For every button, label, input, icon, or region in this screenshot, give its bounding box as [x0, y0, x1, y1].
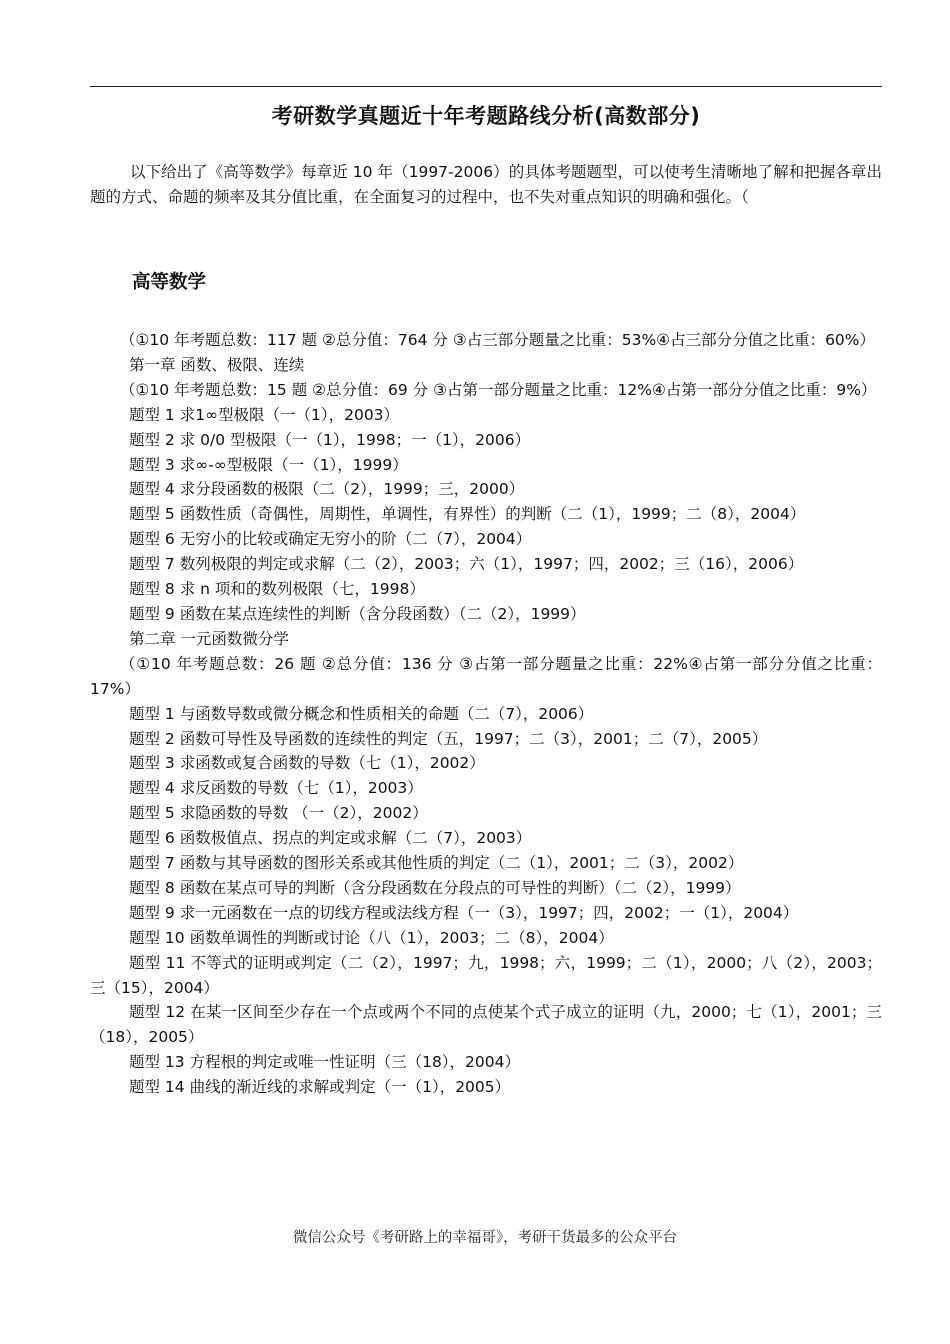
- list-item: 题型 5 函数性质（奇偶性，周期性，单调性，有界性）的判断（二（1），1999；二（8），2004）: [129, 505, 806, 524]
- footer-note: 微信公众号《考研路上的幸福哥》，考研干货最多的公众平台: [292, 1230, 678, 1246]
- chapter-title: 第二章 一元函数微分学: [129, 629, 289, 648]
- intro-paragraph: 以下给出了《高等数学》每章近 10 年（1997-2006）的具体考题题型，可以使考生清晰地了解和把握各章出题的方式、命题的频率及其分值比重，在全面复习的过程中，也不失对重点知识的明确和强化。（: [90, 163, 882, 206]
- list-item: 题型 2 求 0/0 型极限（一（1），1998；一（1），2006）: [129, 430, 531, 449]
- page-title: 考研数学真题近十年考题路线分析(高数部分): [271, 104, 701, 128]
- section-heading: 高等数学: [132, 272, 207, 293]
- list-item: 题型 6 函数极值点、拐点的判定或求解（二（7），2003）: [129, 829, 532, 848]
- list-item: 题型 9 函数在某点连续性的判断（含分段函数）（二（2），1999）: [129, 604, 586, 623]
- list-item: 题型 2 函数可导性及导函数的连续性的判定（五，1997；二（3），2001；二（7），2005）: [129, 729, 768, 748]
- list-item: 题型 12 在某一区间至少存在一个点或两个不同的点使某个式子成立的证明（九，2000；七（1），2001；三（18），2005）: [90, 1003, 882, 1047]
- summary-stat: （①10 年考题总数：117 题 ②总分值：764 分 ③占三部分题量之比重：53%④占三部分分值之比重：60%）: [120, 331, 876, 349]
- list-item: 题型 11 不等式的证明或判定（二（2），1997；九，1998；六，1999；二（1），2000；八（2），2003；三（15），2004）: [90, 953, 882, 997]
- list-item: 题型 1 与函数导数或微分概念和性质相关的命题（二（7），2006）: [129, 704, 594, 723]
- list-item: 题型 10 函数单调性的判断或讨论（八（1），2003；二（8），2004）: [129, 928, 614, 947]
- list-item: 题型 8 函数在某点可导的判断（含分段函数在分段点的可导性的判断）（二（2），1999）: [129, 878, 741, 897]
- list-item: 题型 3 求∞-∞型极限（一（1），1999）: [129, 455, 408, 474]
- list-item: 题型 7 函数与其导函数的图形关系或其他性质的判定（二（1），2001；二（3），2002）: [129, 854, 744, 873]
- list-item: 题型 7 数列极限的判定或求解（二（2），2003；六（1），1997；四，2002；三（16），2006）: [129, 555, 804, 574]
- list-item: 题型 1 求1∞型极限（一（1），2003）: [129, 405, 400, 424]
- chapter-stat: （①10 年考题总数：26 题 ②总分值：136 分 ③占第一部分题量之比重：22%④占第一部分分值之比重：17%）: [90, 654, 882, 698]
- chapter-stat: （①10 年考题总数：15 题 ②总分值：69 分 ③占第一部分题量之比重：12%④占第一部分分值之比重：9%）: [120, 380, 877, 399]
- list-item: 题型 13 方程根的判定或唯一性证明（三（18），2004）: [129, 1053, 520, 1072]
- top-rule: [90, 86, 882, 87]
- list-item: 题型 6 无穷小的比较或确定无穷小的阶（二（7），2004）: [129, 530, 532, 549]
- list-item: 题型 8 求 n 项和的数列极限（七，1998）: [129, 580, 425, 599]
- list-item: 题型 4 求反函数的导数（七（1），2003）: [129, 779, 423, 798]
- content-body: [90, 328, 882, 1100]
- chapter-title: 第一章 函数、极限、连续: [129, 355, 305, 374]
- list-item: 题型 3 求函数或复合函数的导数（七（1），2002）: [129, 754, 485, 773]
- list-item: 题型 4 求分段函数的极限（二（2），1999；三，2000）: [129, 480, 525, 499]
- list-item: 题型 5 求隐函数的导数 （一（2），2002）: [129, 804, 428, 823]
- list-item: 题型 9 求一元函数在一点的切线方程或法线方程（一（3），1997；四，2002；一（1），2004）: [129, 903, 799, 922]
- list-item: 题型 14 曲线的渐近线的求解或判定（一（1），2005）: [129, 1078, 511, 1097]
